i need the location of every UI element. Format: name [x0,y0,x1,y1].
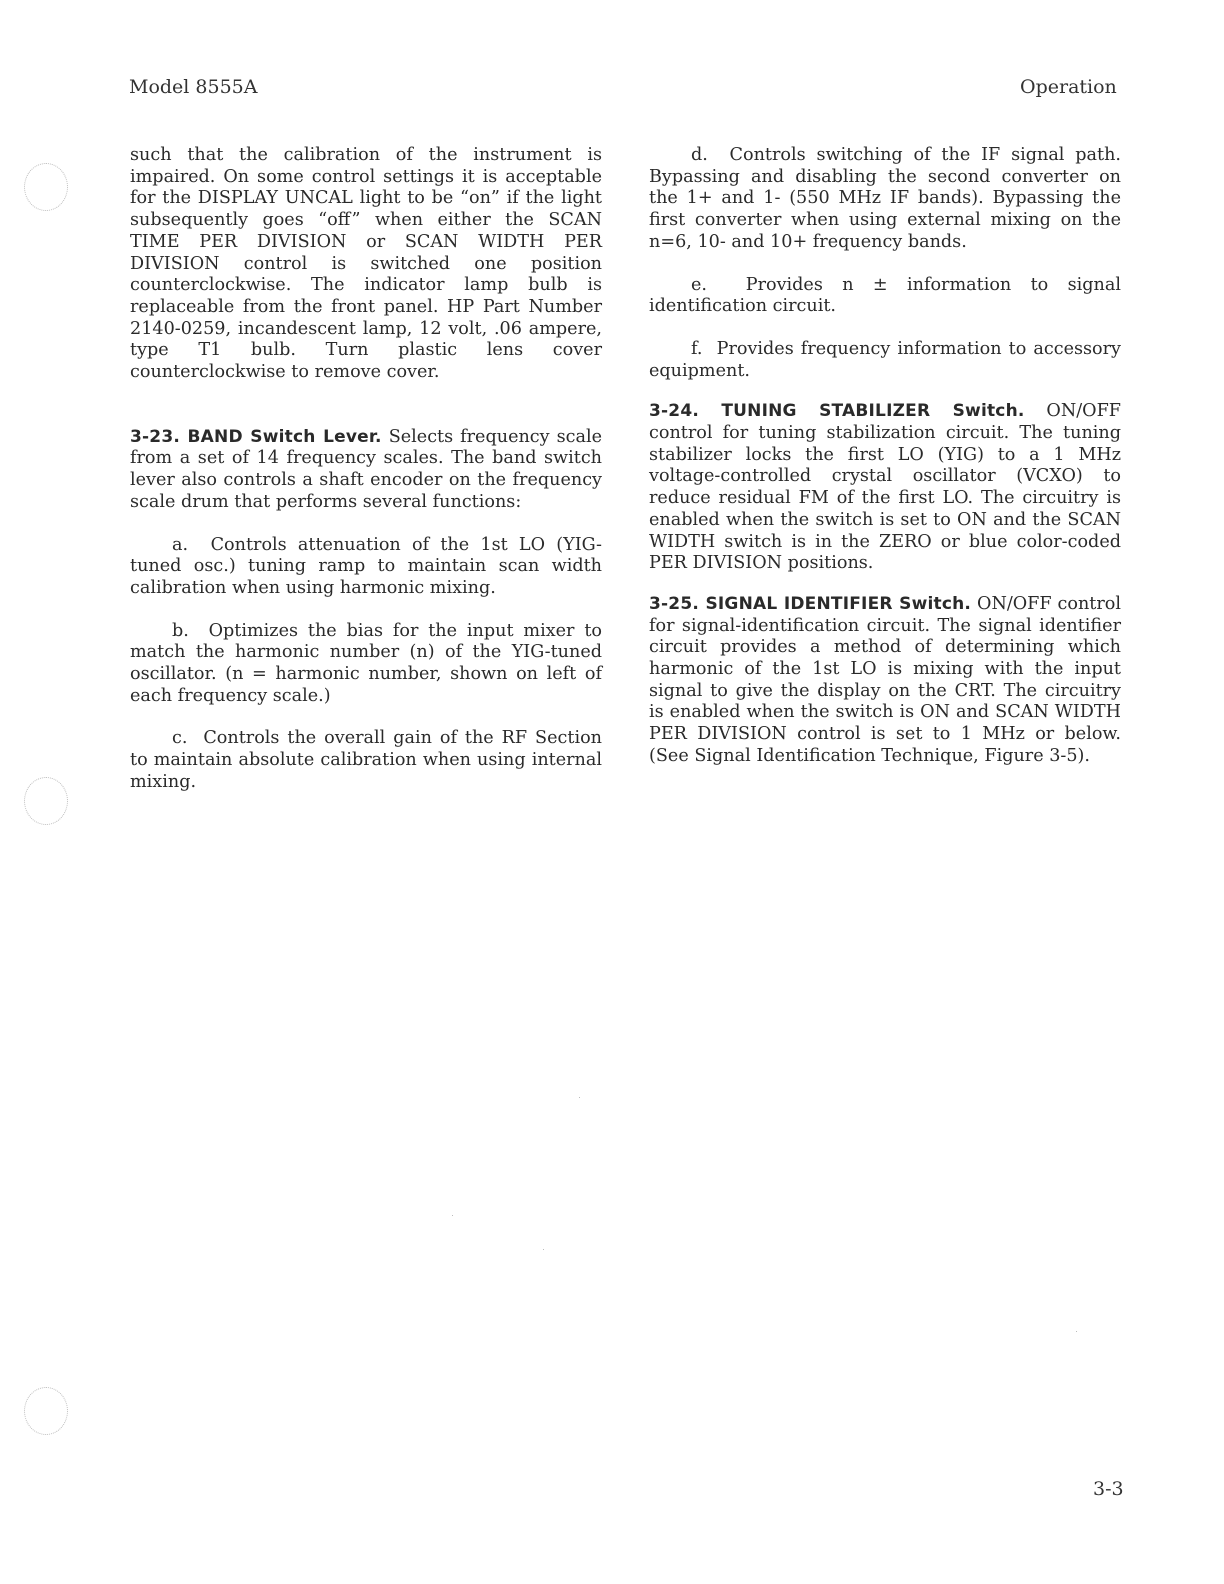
list-item-label: d. [691,145,708,165]
binder-hole-bottom [24,1387,68,1435]
left-column [130,145,602,794]
list-item-text: Provides n ± information to signal identification circuit. [649,274,1121,317]
right-column [649,145,1121,768]
list-item-b [130,621,602,708]
header-section: Operation [1020,76,1117,98]
section-3-23 [130,427,602,514]
list-item-text: Controls attenuation of the 1st LO (YIG-tuned osc.) tuning ramp to maintain scan width calibration when using harmonic mixing. [130,534,602,598]
section-3-25 [649,594,1121,768]
scan-speck [543,1249,544,1250]
list-item-e [649,275,1121,318]
list-item-text: Controls the overall gain of the RF Section to maintain absolute calibration when using internal mixing. [130,728,602,792]
section-3-23-heading: 3-23. BAND Switch Lever. [130,426,382,447]
list-item-label: e. [691,274,708,295]
list-item-c [130,728,602,793]
scan-speck [452,1215,453,1216]
list-item-label: f. [691,338,703,359]
scan-speck [1076,1331,1077,1332]
header-model: Model 8555A [129,76,258,98]
binder-hole-top [24,163,68,211]
list-item-label: c. [172,728,188,749]
scan-speck [579,1097,580,1098]
page-number: 3-3 [1093,1478,1124,1500]
list-item-label: b. [172,620,189,641]
list-item-label: a. [172,534,189,555]
list-item-d [649,145,1121,254]
section-3-23-text: Selects frequency scale from a set of 14 frequency scales. The band switch lever also controls a shaft encoder on the frequency scale drum that performs several functions: [130,426,603,512]
section-3-24 [649,401,1121,575]
list-item-text: Controls switching of the IF signal path. Bypassing and disabling the second converter on the 1+ and 1- (550 MHz IF bands). Bypassing the first converter when using external mixing on the n=6, 10- and 10+ frequency bands. [649,145,1122,252]
section-3-24-heading: 3-24. TUNING STABILIZER Switch. [649,401,1025,422]
section-3-25-heading: 3-25. SIGNAL IDENTIFIER Switch. [649,593,972,614]
list-item-text: Provides frequency information to accessory equipment. [649,338,1122,381]
list-item-f [649,339,1121,382]
list-item-a [130,535,602,600]
list-item-text: Optimizes the bias for the input mixer to match the harmonic number (n) of the YIG-tuned oscillator. (n = harmonic number, shown on left of each frequency scale.) [130,620,602,706]
section-3-25-text: ON/OFF control for signal-identification circuit. The signal identifier circuit provides a method of determining which harmonic of the 1st LO is mixing with the input signal to give the display on the CRT. The circuitry is enabled when the switch is ON and SCAN WIDTH PER DIVISION control is set to 1 MHz or below. (See Signal Identification Technique, Figure 3-5). [649,593,1122,766]
section-3-24-text: ON/OFF control for tuning stabilization circuit. The tuning stabilizer locks the first LO (YIG) to a 1 MHz voltage-controlled crystal oscillator (VCXO) to reduce residual FM of the first LO. The circuitry is enabled when the switch is set to ON and the SCAN WIDTH switch is in the ZERO or blue color-coded PER DIVISION positions. [649,401,1122,574]
continuation-paragraph: such that the calibration of the instrument is impaired. On some control settings it is acceptable for the DISPLAY UNCAL light to be “on” if the light subsequently goes “off” when either the SCAN TIME PER DIVISION or SCAN WIDTH PER DIVISION control is switched one position counterclockwise. The indicator lamp bulb is replaceable from the front panel. HP Part Number 2140-0259, incandescent lamp, 12 volt, .06 ampere, type T1 bulb. Turn plastic lens cover counterclockwise to remove cover. [130,145,602,383]
binder-hole-middle [24,777,68,825]
